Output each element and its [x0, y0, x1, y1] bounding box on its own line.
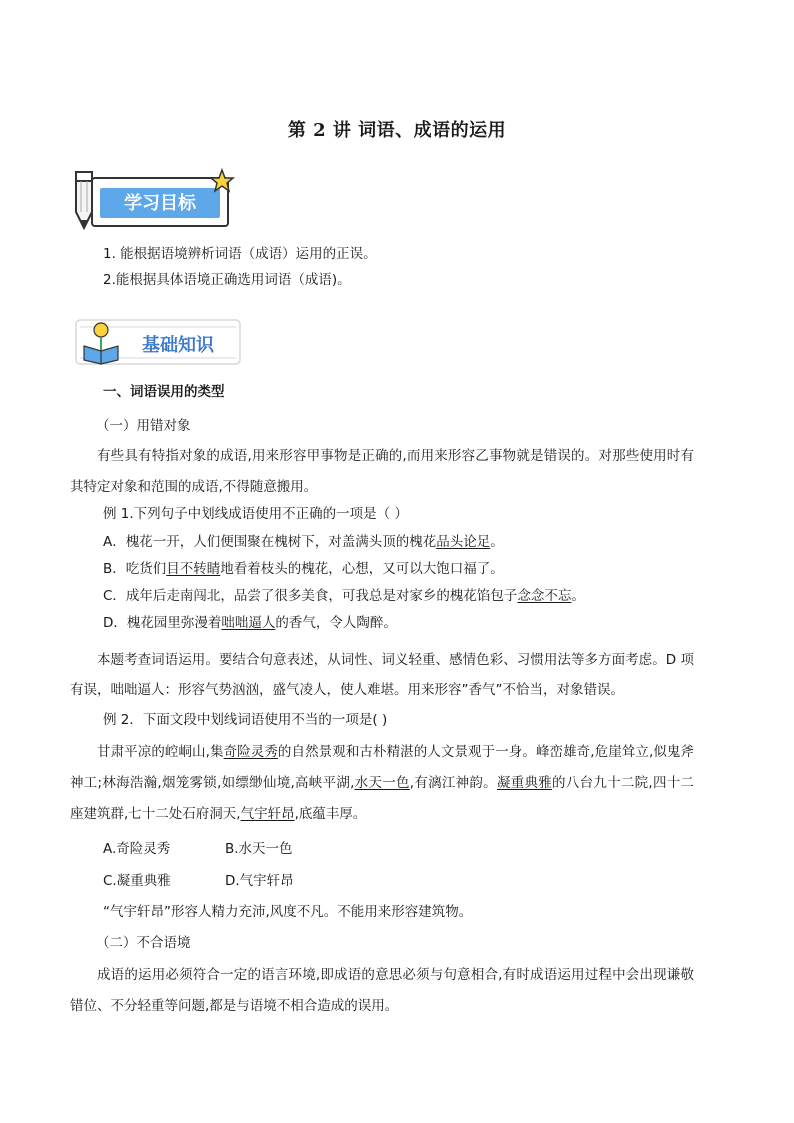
banner-knowledge-label: 基础知识 [142, 335, 214, 356]
subsection-heading: （二）不合语境 [96, 935, 191, 951]
example-question: 例 2．下面文段中划线词语使用不当的一项是( ) [103, 712, 388, 728]
option-c: C.凝重典雅 [103, 873, 171, 889]
example-question: 例 1.下列句子中划线成语使用不正确的一项是（ ） [103, 506, 408, 522]
underlined-idiom: 目不转睛 [166, 561, 221, 577]
underlined-idiom: 咄咄逼人 [221, 615, 276, 631]
section-heading: 一、词语误用的类型 [103, 384, 225, 400]
page-title: 第 2 讲 词语、成语的运用 [287, 120, 507, 141]
analysis-paragraph: 本题考查词语运用。要结合句意表述，从词性、词义轻重、感情色彩、习惯用法等多方面考虑。D 项有误，咄咄逼人：形容气势汹汹，盛气凌人，使人难堪。用来形容”香气”不恰当，对象错误。 [70, 652, 694, 698]
underlined-idiom: 气宇轩昂 [240, 806, 295, 822]
option-a: A.奇险灵秀 [103, 841, 171, 857]
star-icon [211, 170, 233, 191]
goal-item: 2.能根据具体语境正确选用词语（成语)。 [103, 272, 351, 288]
option-d: D.气宇轩昂 [225, 873, 294, 889]
option-b: B．吃货们目不转睛地看着枝头的槐花，心想，又可以大饱口福了。 [103, 561, 504, 577]
goal-item: 1. 能根据语境辨析词语（成语）运用的正误。 [103, 246, 377, 262]
option-b: B.水天一色 [225, 841, 293, 857]
underlined-idiom: 水天一色 [354, 775, 410, 791]
basic-knowledge-banner [74, 318, 246, 368]
paragraph: 有些具有特指对象的成语,用来形容甲事物是正确的,而用来形容乙事物就是错误的。对那些使用时有其特定对象和范围的成语,不得随意搬用。 [70, 448, 694, 495]
analysis-line: “气宇轩昂”形容人精力充沛,风度不凡。不能用来形容建筑物。 [103, 904, 473, 920]
option-a: A．槐花一开，人们便围聚在槐树下，对盖满头顶的槐花品头论足。 [103, 534, 504, 550]
underlined-idiom: 奇险灵秀 [223, 744, 278, 760]
banner-goals-label: 学习目标 [124, 193, 196, 214]
underlined-idiom: 凝重典雅 [496, 775, 553, 791]
option-c: C．成年后走南闯北，品尝了很多美食，可我总是对家乡的槐花馅包子念念不忘。 [103, 588, 585, 604]
passage-paragraph: 甘肃平凉的崆峒山,集奇险灵秀的自然景观和古朴精湛的人文景观于一身。峰峦雄奇,危崖耸立,似鬼斧神工;林海浩瀚,烟笼雾锁,如缥缈仙境,高峡平湖,水天一色,有漓江神韵。凝重典雅的八台九十二院,四十二座建筑群,七十二处石府洞天,气宇轩昂,底蕴丰厚。 [70, 744, 695, 822]
subsection-heading: （一）用错对象 [96, 418, 191, 434]
paragraph: 成语的运用必须符合一定的语言环境,即成语的意思必须与句意相合,有时成语运用过程中会出现谦敬错位、不分轻重等问题,都是与语境不相合造成的误用。 [70, 967, 694, 1014]
option-d: D．槐花园里弥漫着咄咄逼人的香气，令人陶醉。 [103, 615, 397, 631]
learning-goals-banner [70, 168, 236, 234]
underlined-idiom: 念念不忘 [517, 588, 572, 604]
underlined-idiom: 品头论足 [436, 534, 491, 550]
pencil-icon [76, 172, 92, 228]
